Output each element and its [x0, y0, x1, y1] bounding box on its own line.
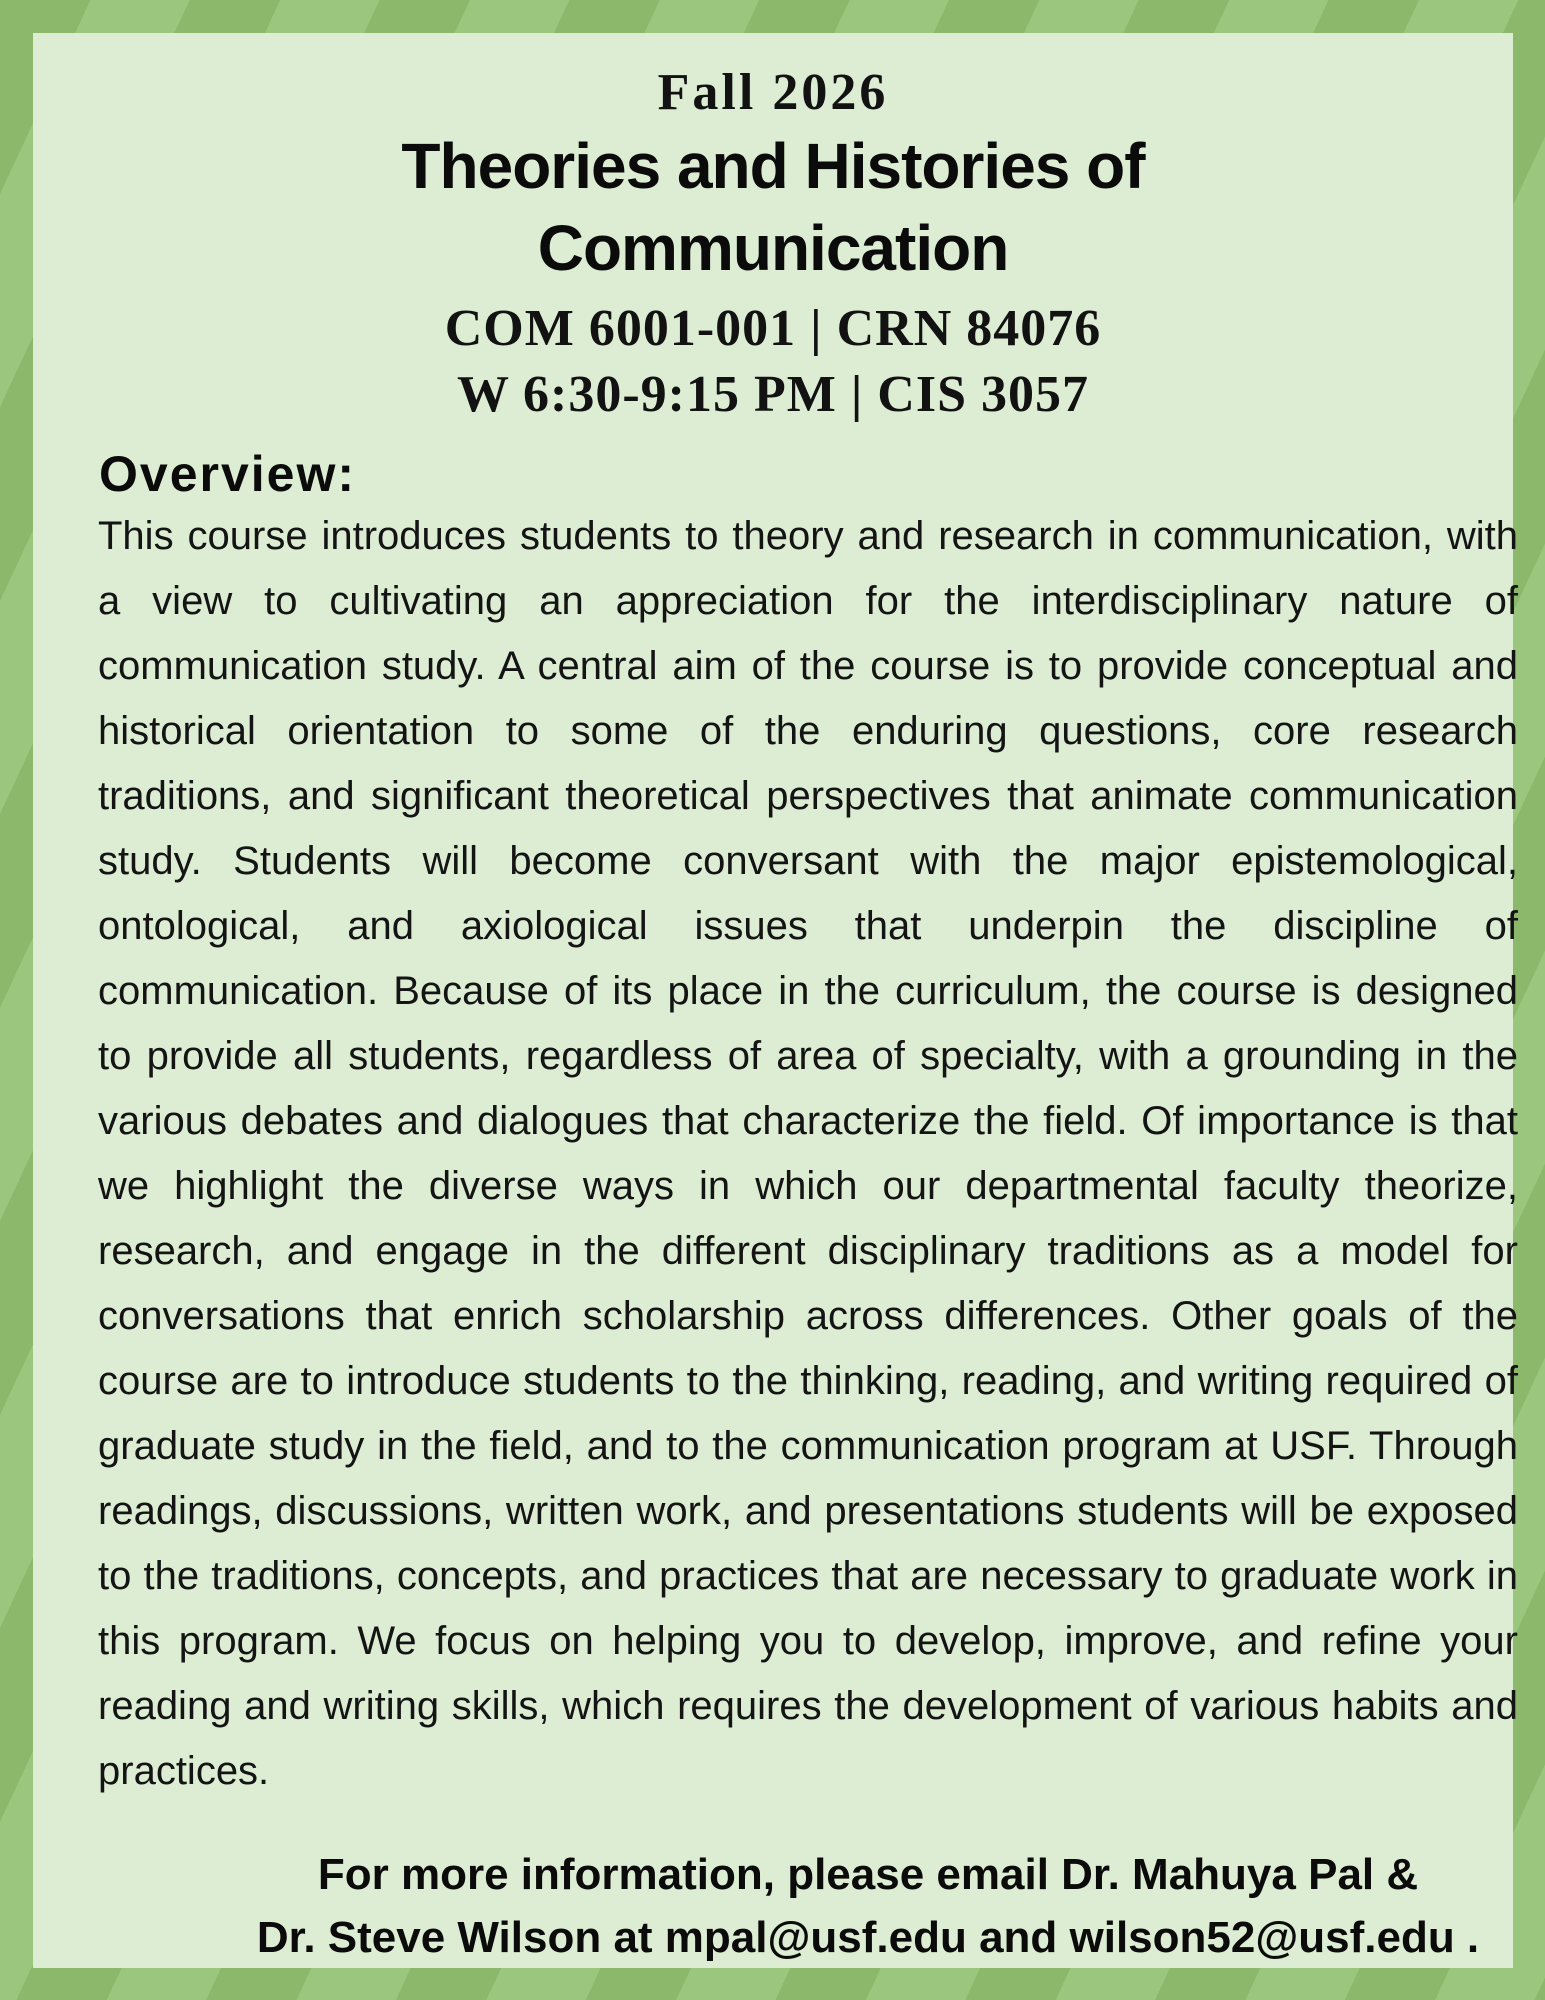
course-title-line-1: Theories and Histories of [401, 130, 1145, 202]
contact-line-2: Dr. Steve Wilson at mpal@usf.edu and wilson52@usf.edu . [256, 1913, 1480, 1962]
course-title [33, 125, 1513, 289]
overview-heading: Overview: [99, 446, 357, 502]
course-number-crn: COM 6001-001 | CRN 84076 [444, 300, 1102, 357]
course-title-line-2: Communication [537, 212, 1009, 284]
content-panel [33, 33, 1518, 1968]
term-label: Fall 2026 [657, 64, 889, 121]
contact-info [158, 1843, 1545, 1969]
schedule-location: W 6:30-9:15 PM | CIS 3057 [456, 366, 1089, 423]
contact-line-1: For more information, please email Dr. Mahuya Pal & [317, 1850, 1419, 1899]
overview-paragraph: This course introduces students to theory and research in communication, with a view to cultivating an appreciation for the interdisciplinary nature of communication study. A central aim of the course is to provide conceptual and historical orientation to some of the enduring questions, core research traditions, and significant theoretical perspectives that animate communication study. Students will become conversant with the major epistemological, ontological, and axiological issues that underpin the discipline of communication. Because of its place in the curriculum, the course is designed to provide all students, regardless of area of specialty, with a grounding in the various debates and dialogues that characterize the field. Of importance is that we highlight the diverse ways in which our departmental faculty theorize, research, and engage in the different disciplinary traditions as a model for conversations that enrich scholarship across differences. Other goals of the course are to introduce students to the thinking, reading, and writing required of graduate study in the field, and to the communication program at USF. Through readings, discussions, written work, and presentations students will be exposed to the traditions, concepts, and practices that are necessary to graduate work in this program. We focus on helping you to develop, improve, and refine your reading and writing skills, which requires the development of various habits and practices. [98, 514, 1518, 1793]
